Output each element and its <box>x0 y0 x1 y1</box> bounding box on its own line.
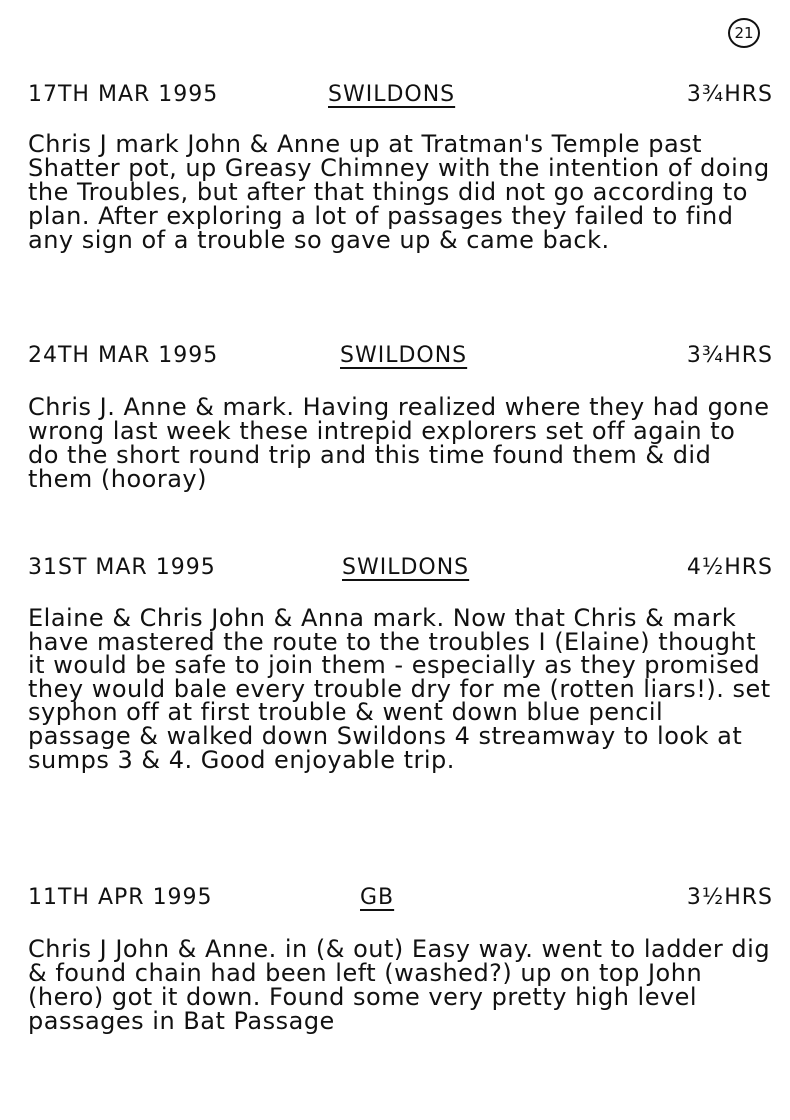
log-entry <box>28 343 773 491</box>
entry-date: 17TH MAR 1995 <box>28 82 219 107</box>
log-entry <box>28 82 773 252</box>
entry-cave: SWILDONS <box>328 82 456 107</box>
entry-cave: SWILDONS <box>342 555 470 580</box>
entry-text: Chris J. Anne & mark. Having realized where they had gone wrong last week these intrepid explorers set off again to do the short round trip and this time found them & did them (hooray) <box>28 393 770 493</box>
entry-text: Chris J mark John & Anne up at Tratman's Temple past Shatter pot, up Greasy Chimney with the intention of doing the Troubles, but after that things did not go according to plan. After exploring a lot of passages they failed to find any sign of a trouble so gave up & came back. <box>28 130 770 254</box>
log-entry <box>28 885 773 1033</box>
entry-duration: 4½HRS <box>686 555 773 580</box>
entry-duration: 3¾HRS <box>686 82 773 107</box>
entry-date: 11TH APR 1995 <box>28 885 213 910</box>
entry-header <box>28 555 773 595</box>
entry-date: 24TH MAR 1995 <box>28 343 219 368</box>
entry-date: 31ST MAR 1995 <box>28 555 216 580</box>
entry-header <box>28 343 773 383</box>
entry-text: Elaine & Chris John & Anna mark. Now that Chris & mark have mastered the route to the troubles I (Elaine) thought it would be safe to join them - especially as they promised they would bale every trouble dry for me (rotten liars!). set syphon off at first trouble & went down blue pencil passage & walked down Swildons 4 streamway to look at sumps 3 & 4. Good enjoyable trip. <box>28 604 771 774</box>
entry-duration: 3¾HRS <box>686 343 773 368</box>
entry-duration: 3½HRS <box>686 885 773 910</box>
entry-cave: SWILDONS <box>340 343 468 368</box>
entry-header <box>28 82 773 122</box>
entry-cave: GB <box>360 885 395 910</box>
entry-text: Chris J John & Anne. in (& out) Easy way. went to ladder dig & found chain had been left (washed?) up on top John (hero) got it down. Found some very pretty high level passages in Bat Passage <box>28 935 771 1035</box>
entry-header <box>28 885 773 925</box>
log-entry <box>28 555 773 772</box>
page-number: 21 <box>728 18 760 48</box>
